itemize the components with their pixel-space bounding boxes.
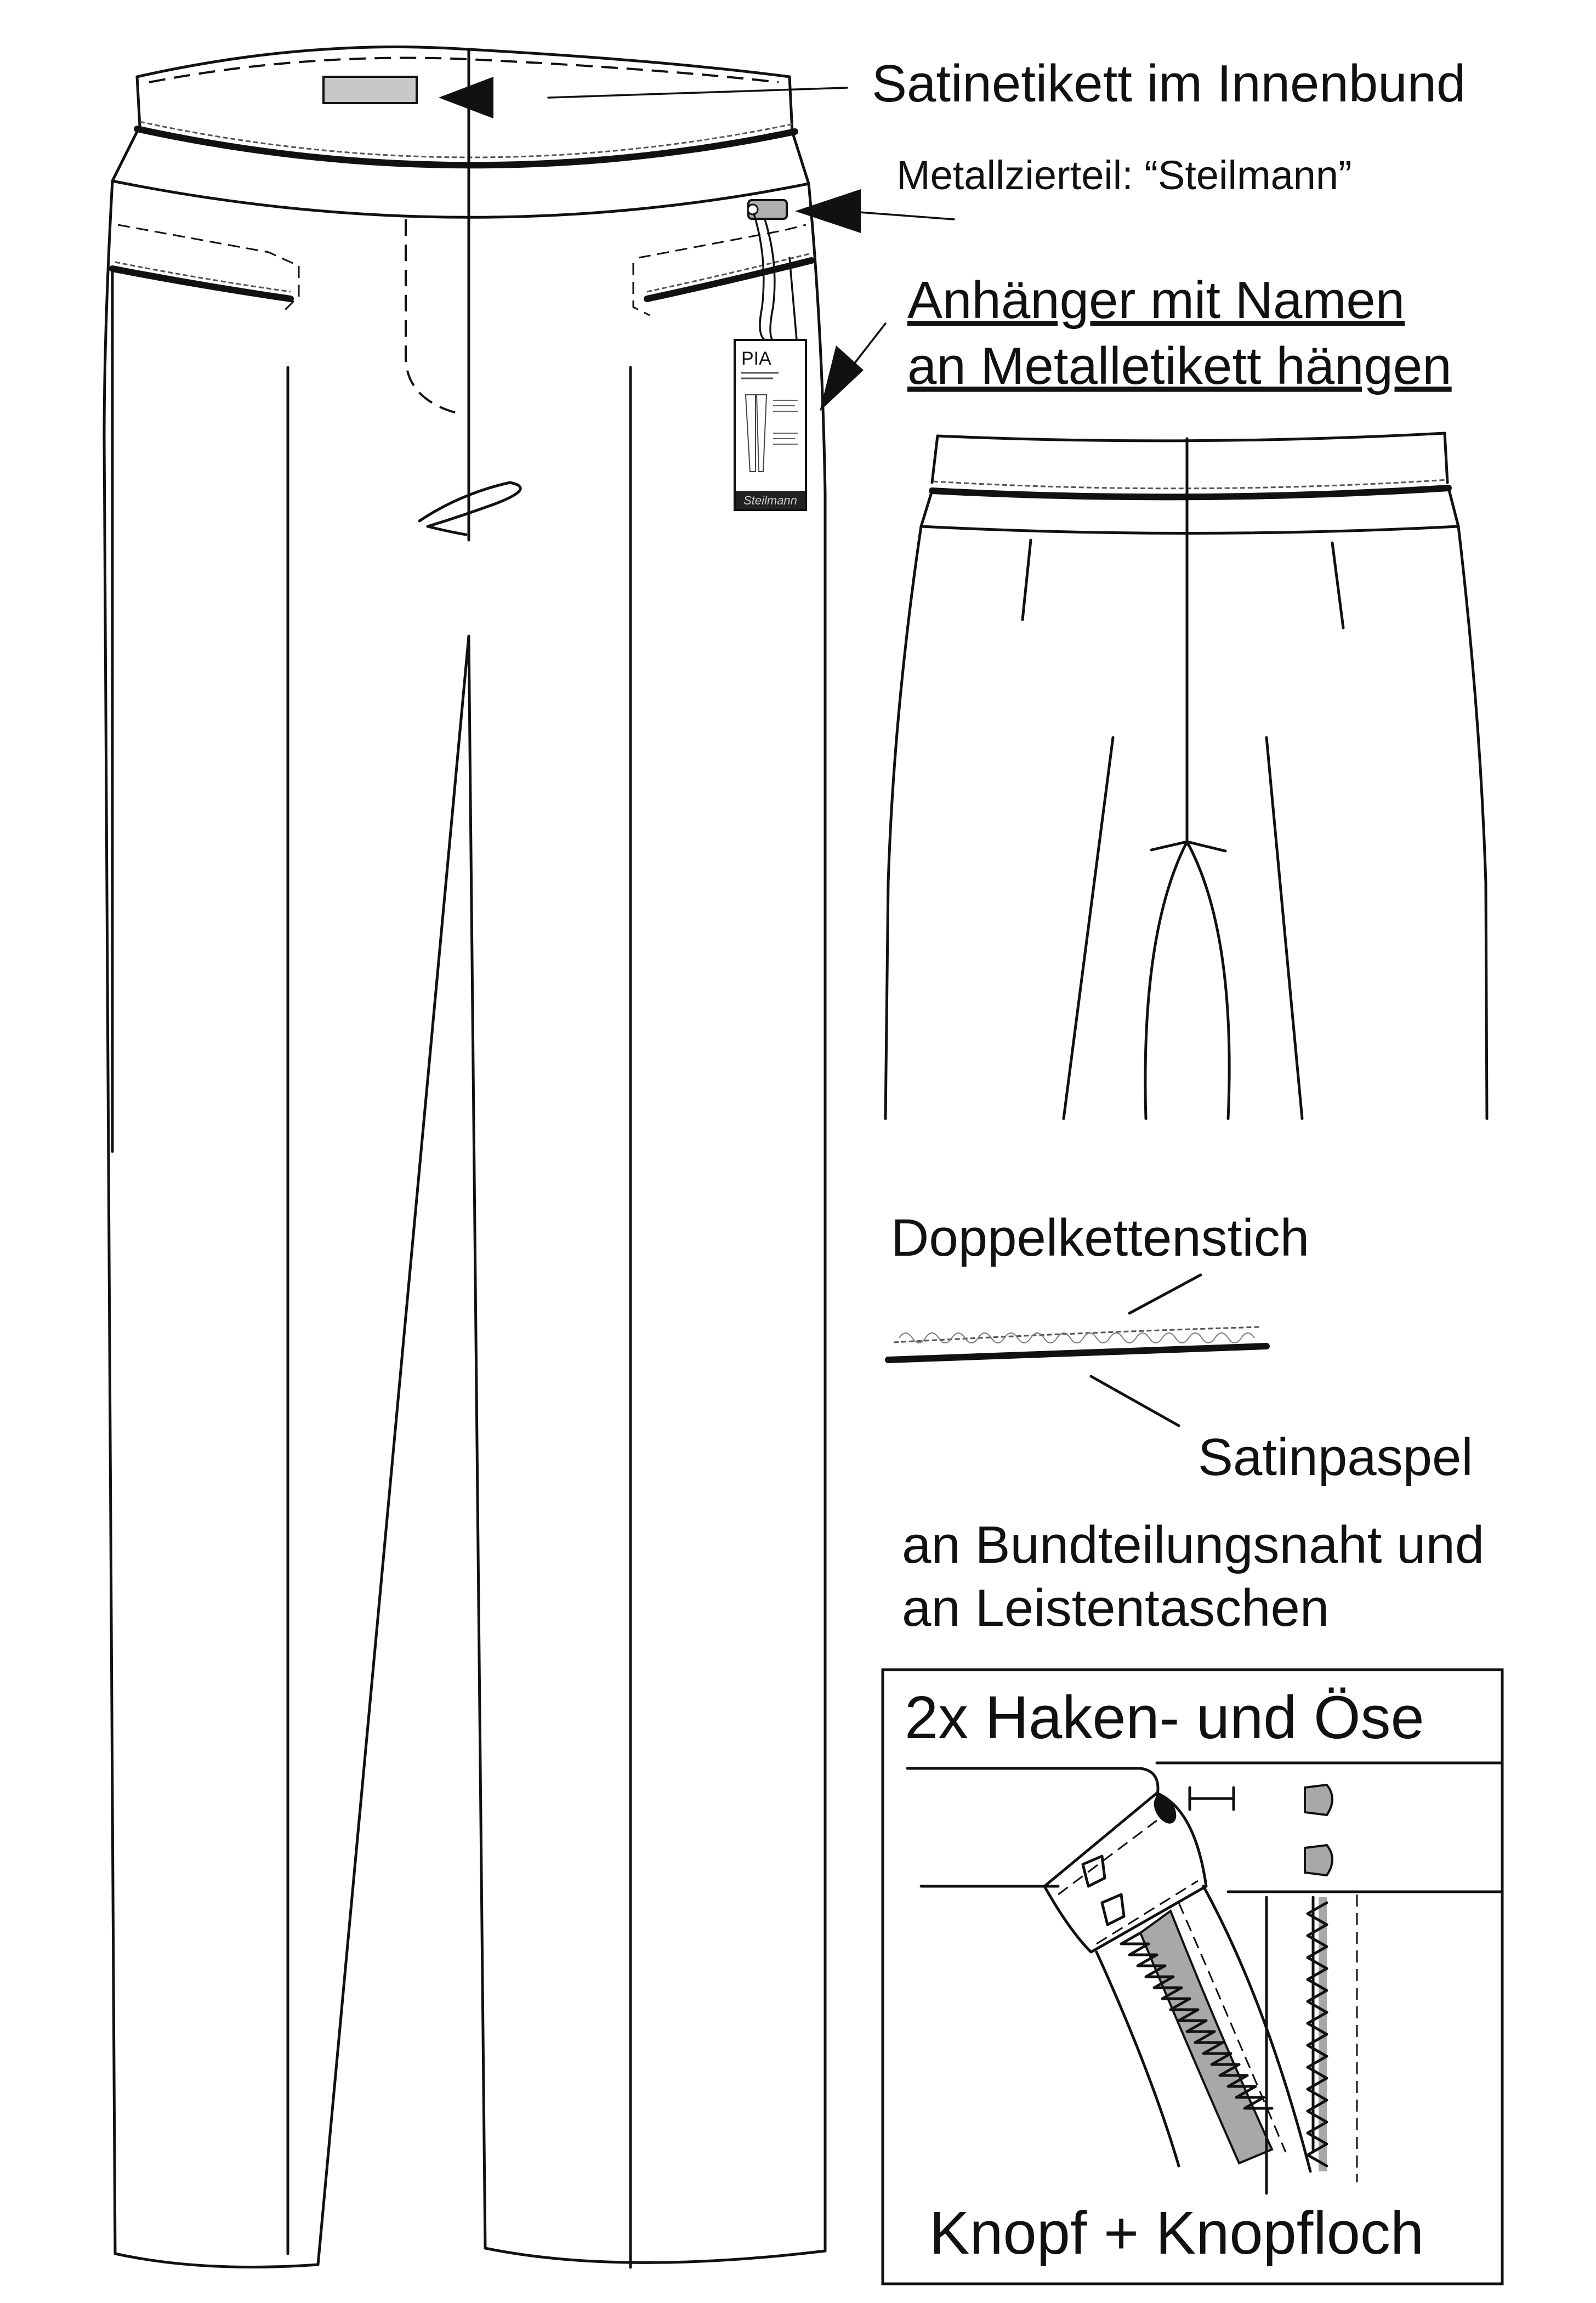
- front-waistband-piping: [137, 129, 795, 165]
- piping-detail: [888, 1275, 1266, 1426]
- label-button-buttonhole: Knopf + Knopfloch: [929, 2199, 1424, 2267]
- label-hangtag-line2: an Metalletikett hängen: [907, 337, 1452, 395]
- trousers-back-view: [885, 433, 1487, 1119]
- hook-eye-detail-box: [883, 1670, 1502, 2284]
- left-pocket-piping: [112, 269, 291, 299]
- label-placement-line2: an Leistentaschen: [902, 1579, 1330, 1637]
- label-satin-piping: Satinpaspel: [1198, 1428, 1473, 1487]
- label-placement-line1: an Bundteilungsnaht und: [902, 1516, 1485, 1574]
- hangtag-name: PIA: [741, 348, 771, 369]
- right-pocket-piping: [647, 260, 811, 299]
- hangtag-brand: Steilmann: [743, 494, 797, 507]
- annotation-leaders: [439, 77, 954, 411]
- trousers-front-view: [104, 47, 825, 2267]
- back-waistband-piping: [932, 488, 1449, 497]
- satin-label-rect: [323, 77, 417, 103]
- label-double-chain-stitch: Doppelkettenstich: [891, 1209, 1310, 1267]
- label-satin-label: Satinetikett im Innenbund: [872, 54, 1466, 113]
- label-hook-eye: 2x Haken- und Öse: [905, 1684, 1424, 1751]
- label-hangtag-line1: Anhänger mit Namen: [907, 271, 1405, 330]
- hang-tag: [735, 340, 806, 510]
- label-metal-trim: Metallzierteil: “Steilmann”: [896, 152, 1352, 198]
